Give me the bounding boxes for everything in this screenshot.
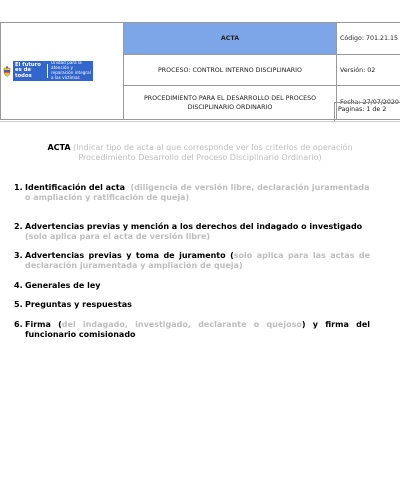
item-title: Generales de ley: [25, 281, 101, 290]
intro-hint: (Indicar tipo de acta al que corresponde ver los criterios de operación Procedimiento Desarrollo del Proceso Disciplinario Ordinario): [73, 143, 353, 162]
doc-date: Fecha: 27/07/2020: [337, 86, 400, 120]
item-title: Advertencias previas y mención a los derechos del indagado o investigado: [25, 222, 363, 231]
process-name: PROCESO: CONTROL INTERNO DISCIPLINARIO: [124, 55, 337, 86]
procedure-name: PROCEDIMIENTO PARA EL DESARROLLO DEL PROCESO DISCIPLINARIO ORDINARIO: [124, 86, 337, 120]
intro-label: ACTA: [47, 143, 71, 152]
list-item: [14, 222, 370, 242]
item-number: 6.: [14, 320, 23, 329]
doc-type-title: ACTA: [124, 23, 337, 55]
item-number: 4.: [14, 281, 23, 290]
list-item: [14, 300, 370, 310]
item-title-end: ) y firma del funcionario comisionado: [25, 320, 370, 339]
doc-code: Código: 701.21.15: [337, 23, 400, 55]
logo-cell: [1, 23, 124, 120]
pages-cell: [334, 102, 400, 121]
list-item: [14, 281, 370, 291]
item-hint: (diligencia de versión libre, declaración juramentada o ampliación y ratificación de queja): [25, 183, 370, 202]
list-item: [14, 251, 370, 271]
government-logo: [13, 61, 93, 81]
item-hint: solo aplica para las actas de declaración juramentada y ampliación de queja): [25, 251, 371, 270]
item-number: 3.: [14, 251, 23, 260]
item-hint: del indagado, investigado, declarante o quejoso: [61, 320, 302, 329]
item-number: 1.: [14, 183, 23, 192]
item-number: 5.: [14, 300, 23, 309]
logo-subtext: Unidad para la atención y reparación integral a las víctimas: [51, 60, 91, 80]
list-item: [14, 183, 370, 203]
coat-of-arms-icon: [3, 66, 11, 77]
item-hint: (solo aplica para el acta de versión libre): [25, 232, 211, 241]
item-title: Firma (: [25, 320, 62, 329]
list-item: [14, 320, 370, 340]
intro-paragraph: [40, 143, 360, 163]
doc-pages: Paginas: 1 de 2: [338, 106, 387, 113]
doc-version: Versión: 02: [337, 55, 400, 86]
header-divider: [0, 121, 400, 122]
logo-motto: El futuro es de todos: [15, 61, 41, 79]
item-number: 2.: [14, 222, 23, 231]
item-title: Identificación del acta: [25, 183, 125, 192]
item-title: Preguntas y respuestas: [25, 300, 132, 309]
item-title: Advertencias previas y toma de juramento (: [25, 251, 234, 260]
